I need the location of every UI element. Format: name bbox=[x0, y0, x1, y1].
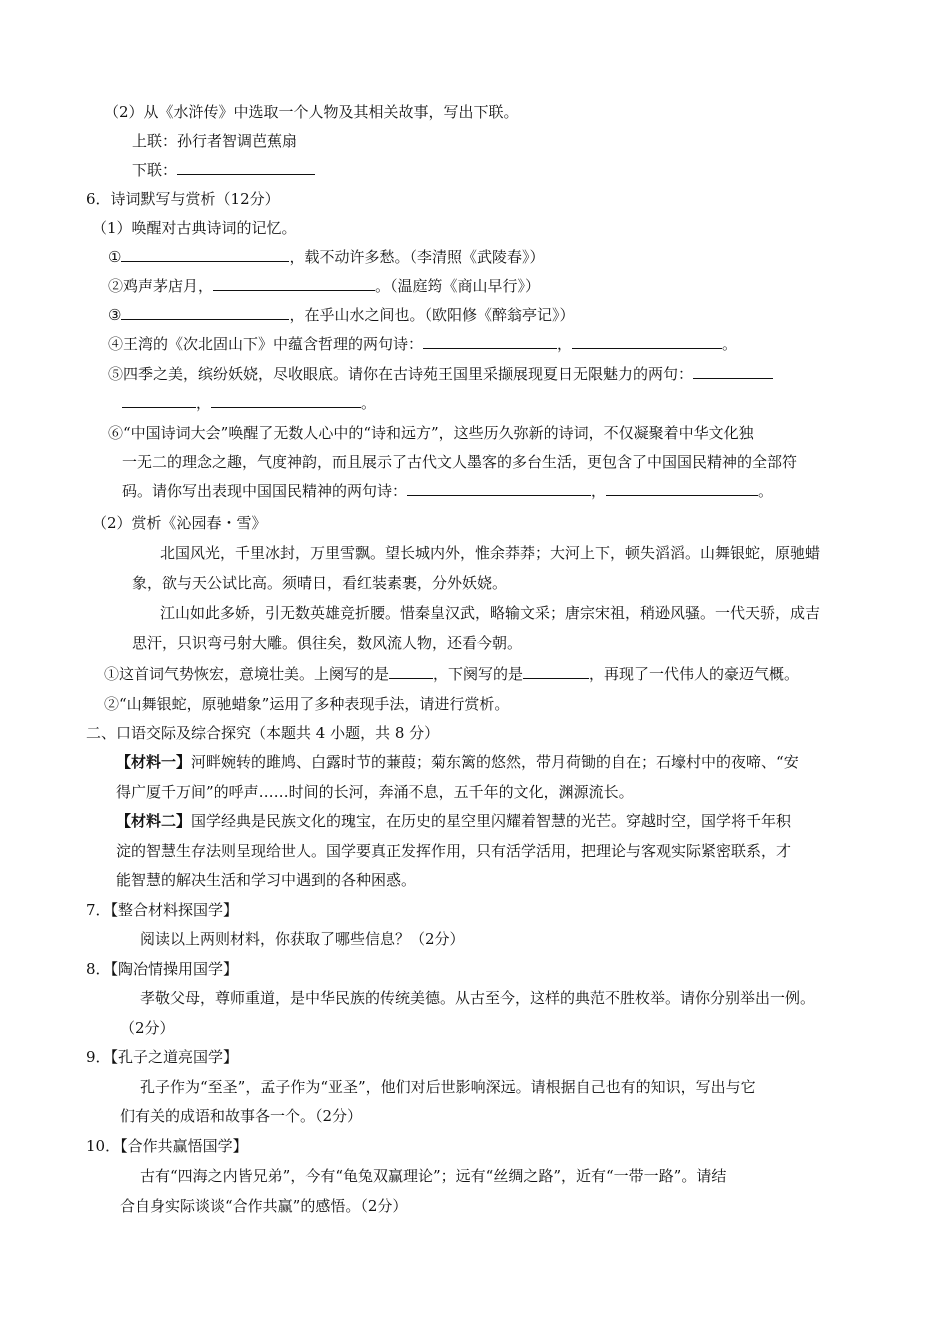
q9-title: 9．【孔子之道亮国学】 bbox=[86, 1048, 239, 1066]
q6-2-question2: ②“山舞银蛇，原驰蜡象”运用了多种表现手法，请进行赏析。 bbox=[104, 695, 510, 713]
answer-blank[interactable] bbox=[122, 393, 196, 408]
q10-body-line1: 古有“四海之内皆兄弟”，今有“龟兔双赢理论”；远有“丝绸之路”，近有“一带一路”。请结 bbox=[140, 1167, 727, 1185]
answer-blank[interactable] bbox=[572, 334, 722, 349]
q10-body-line2: 合自身实际谈谈“合作共赢”的感悟。（2分） bbox=[120, 1197, 408, 1215]
q6-item1: ① ，载不动许多愁。（李清照《武陵春》） bbox=[108, 248, 545, 266]
q6-item4: ④王湾的《次北固山下》中蕴含哲理的两句诗： ， 。 bbox=[108, 335, 738, 353]
material-2-line3: 能智慧的解决生活和学习中遇到的各种困惑。 bbox=[116, 871, 417, 889]
answer-blank[interactable] bbox=[177, 160, 315, 175]
couplet-lower bbox=[132, 160, 950, 180]
poem-line-1: 北国风光，千里冰封，万里雪飘。望长城内外，惟余莽莽；大河上下，顿失滔滔。山舞银蛇，原驰蜡 bbox=[160, 544, 821, 562]
q7-title: 7．【整合材料探国学】 bbox=[86, 901, 239, 919]
poem-line-2: 象，欲与天公试比高。须晴日，看红装素裹，分外妖娆。 bbox=[132, 574, 508, 592]
answer-blank[interactable] bbox=[121, 305, 289, 320]
q6-part2: （2）赏析《沁园春・雪》 bbox=[92, 514, 267, 532]
q6-item2: ②鸡声茅店月， 。（温庭筠《商山早行》） bbox=[108, 277, 541, 295]
q6-item3: ③ ，在乎山水之间也。（欧阳修《醉翁亭记》） bbox=[108, 306, 575, 324]
answer-blank[interactable] bbox=[211, 393, 361, 408]
q6-2-question1: ①这首词气势恢宏，意境壮美。上阕写的是 ，下阕写的是 ，再现了一代伟人的豪迈气概。 bbox=[104, 665, 800, 683]
q6-item5-line2: ， 。 bbox=[122, 393, 950, 413]
material-2-line2: 淀的智慧生存法则呈现给世人。国学要真正发挥作用，只有活学活用，把理论与客观实际紧密联系，才 bbox=[116, 842, 792, 860]
material-1-line2: 得广厦千万间”的呼声……时间的长河，奔涌不息，五千年的文化，渊源流长。 bbox=[116, 783, 634, 801]
material-2-line1: 【材料二】国学经典是民族文化的瑰宝，在历史的星空里闪耀着智慧的光芒。穿越时空，国学将千年积 bbox=[116, 812, 792, 830]
q6-item6-line3: 码。请你写出表现中国国民精神的两句诗： ， 。 bbox=[122, 482, 774, 500]
q9-body-line1: 孔子作为“至圣”，孟子作为“亚圣”，他们对后世影响深远。请根据自己也有的知识，写出与它 bbox=[140, 1078, 756, 1096]
answer-blank[interactable] bbox=[121, 247, 289, 262]
q9-body-line2: 们有关的成语和故事各一个。（2分） bbox=[120, 1107, 363, 1125]
answer-blank[interactable] bbox=[606, 481, 758, 496]
answer-blank[interactable] bbox=[213, 276, 375, 291]
q6-item5-line1: ⑤四季之美，缤纷妖娆，尽收眼底。请你在古诗苑王国里采撷展现夏日无限魅力的两句： bbox=[108, 364, 950, 384]
q8-body-line2: （2分） bbox=[120, 1019, 175, 1037]
material-1-line1: 【材料一】河畔婉转的雎鸠、白露时节的蒹葭；菊东篱的悠然，带月荷锄的自在；石壕村中的夜啼、“安 bbox=[116, 753, 799, 771]
poem-line-3: 江山如此多娇，引无数英雄竞折腰。惜秦皇汉武，略输文采；唐宗宋祖，稍逊风骚。一代天骄，成吉 bbox=[160, 604, 821, 622]
q7-body: 阅读以上两则材料，你获取了哪些信息？（2分） bbox=[140, 930, 465, 948]
section-2-title: 二、口语交际及综合探究（本题共 4 小题，共 8 分） bbox=[86, 724, 440, 742]
q6-item6-line1: ⑥“中国诗词大会”唤醒了无数人心中的“诗和远方”，这些历久弥新的诗词，不仅凝聚着中华文化独 bbox=[108, 424, 754, 442]
answer-blank[interactable] bbox=[389, 664, 433, 679]
answer-blank[interactable] bbox=[423, 334, 557, 349]
answer-blank[interactable] bbox=[523, 664, 589, 679]
q8-body-line1: 孝敬父母，尊师重道，是中华民族的传统美德。从古至今，这样的典范不胜枚举。请你分别举出一例。 bbox=[140, 989, 816, 1007]
couplet-lower-label: 下联： bbox=[132, 161, 178, 179]
q6-part1: （1）唤醒对古典诗词的记忆。 bbox=[92, 219, 297, 237]
q8-title: 8．【陶冶情操用国学】 bbox=[86, 960, 239, 978]
answer-blank[interactable] bbox=[693, 364, 773, 379]
q6-title: 6．诗词默写与赏析（12分） bbox=[86, 190, 280, 208]
q5-2-prompt: （2）从《水浒传》中选取一个人物及其相关故事，写出下联。 bbox=[104, 103, 519, 121]
couplet-upper: 上联：孙行者智调芭蕉扇 bbox=[132, 132, 298, 150]
q6-item6-line2: 一无二的理念之趣，气度神韵，而且展示了古代文人墨客的多台生活，更包含了中国国民精神的全部符 bbox=[122, 453, 798, 471]
poem-line-4: 思汗，只识弯弓射大雕。俱往矣，数风流人物，还看今朝。 bbox=[132, 634, 523, 652]
answer-blank[interactable] bbox=[407, 481, 591, 496]
q10-title: 10．【合作共赢悟国学】 bbox=[86, 1137, 248, 1155]
